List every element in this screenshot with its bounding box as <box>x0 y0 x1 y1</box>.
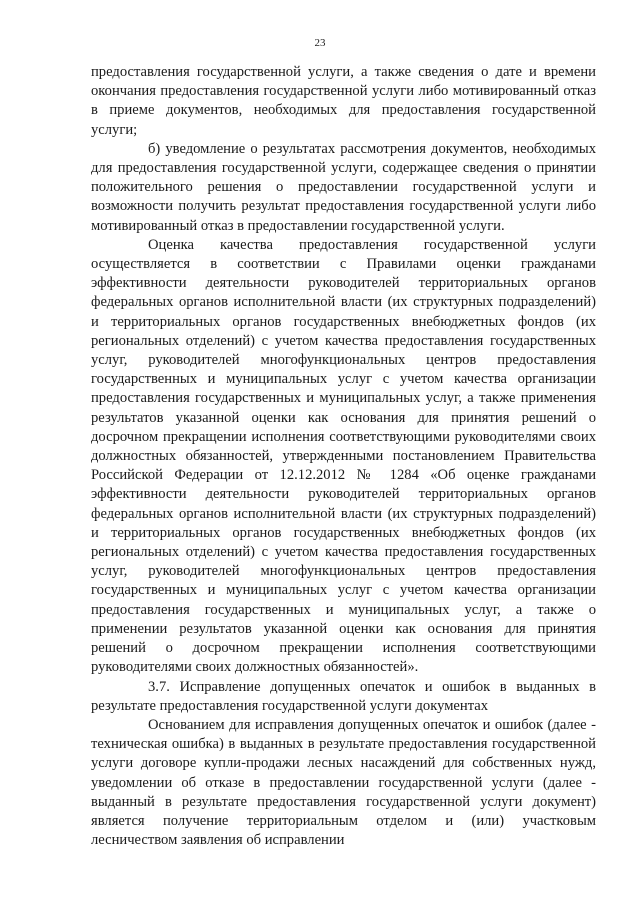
paragraph-continuation: предоставления государственной услуги, а также сведения о дате и времени окончания предоставления государственной услуги либо мотивированный отказ в приеме документов, необходимых для предоставления государственной услуги; <box>91 64 596 138</box>
page-number: 23 <box>314 37 326 49</box>
section-heading-3-7: 3.7. Исправление допущенных опечаток и ошибок в выданных в результате предоставления государственной услуги документах <box>91 678 596 714</box>
paragraph-notification-b: б) уведомление о результатах рассмотрения документов, необходимых для предоставления государственной услуги, содержащее сведения о принятии положительного решения о предоставлении государственной услуги и возможности получить результат предоставления государственной услуги либо мотивированный отказ в предоставлении государственной услуги. <box>91 140 596 234</box>
paragraph-correction-grounds: Основанием для исправления допущенных опечаток и ошибок (далее - техническая ошибка) в выданных в результате предоставления государственной услуги договоре купли-продажи лесных насаждений для собственных нужд, уведомлении об отказе в предоставлении государственной услуги (далее - выданный в результате предоставления государственной услуги документ) является получение территориальным отделом и (или) участковым лесничеством заявления об исправлении <box>91 716 596 849</box>
paragraph-quality-assessment: Оценка качества предоставления государственной услуги осуществляется в соответствии с Правилами оценки гражданами эффективности деятельности руководителей территориальных органов федеральных органов исполнительной власти (их структурных подразделений) и территориальных органов государственных внебюджетных фондов (их региональных отделений) с учетом качества предоставления государственных услуг, руководителей многофункциональных центров предоставления государственных и муниципальных услуг с учетом качества организации предоставления государственных и муниципальных услуг, а также применения результатов указанной оценки как основания для принятия решений о досрочном прекращении исполнения соответствующими руководителями своих должностных обязанностей, утвержденными постановлением Правительства Российской Федерации от 12.12.2012 № 1284 «Об оценке гражданами эффективности деятельности руководителей территориальных органов федеральных органов исполнительной власти (их структурных подразделений) и территориальных органов государственных внебюджетных фондов (их региональных отделений) с учетом качества предоставления государственных услуг, руководителей многофункциональных центров предоставления государственных и муниципальных услуг с учетом качества организации предоставления государственных и муниципальных услуг, а также о применении результатов указанной оценки как основания для принятия решений о досрочном прекращении исполнения соответствующими руководителями своих должностных обязанностей». <box>91 236 596 676</box>
document-body <box>91 63 596 850</box>
